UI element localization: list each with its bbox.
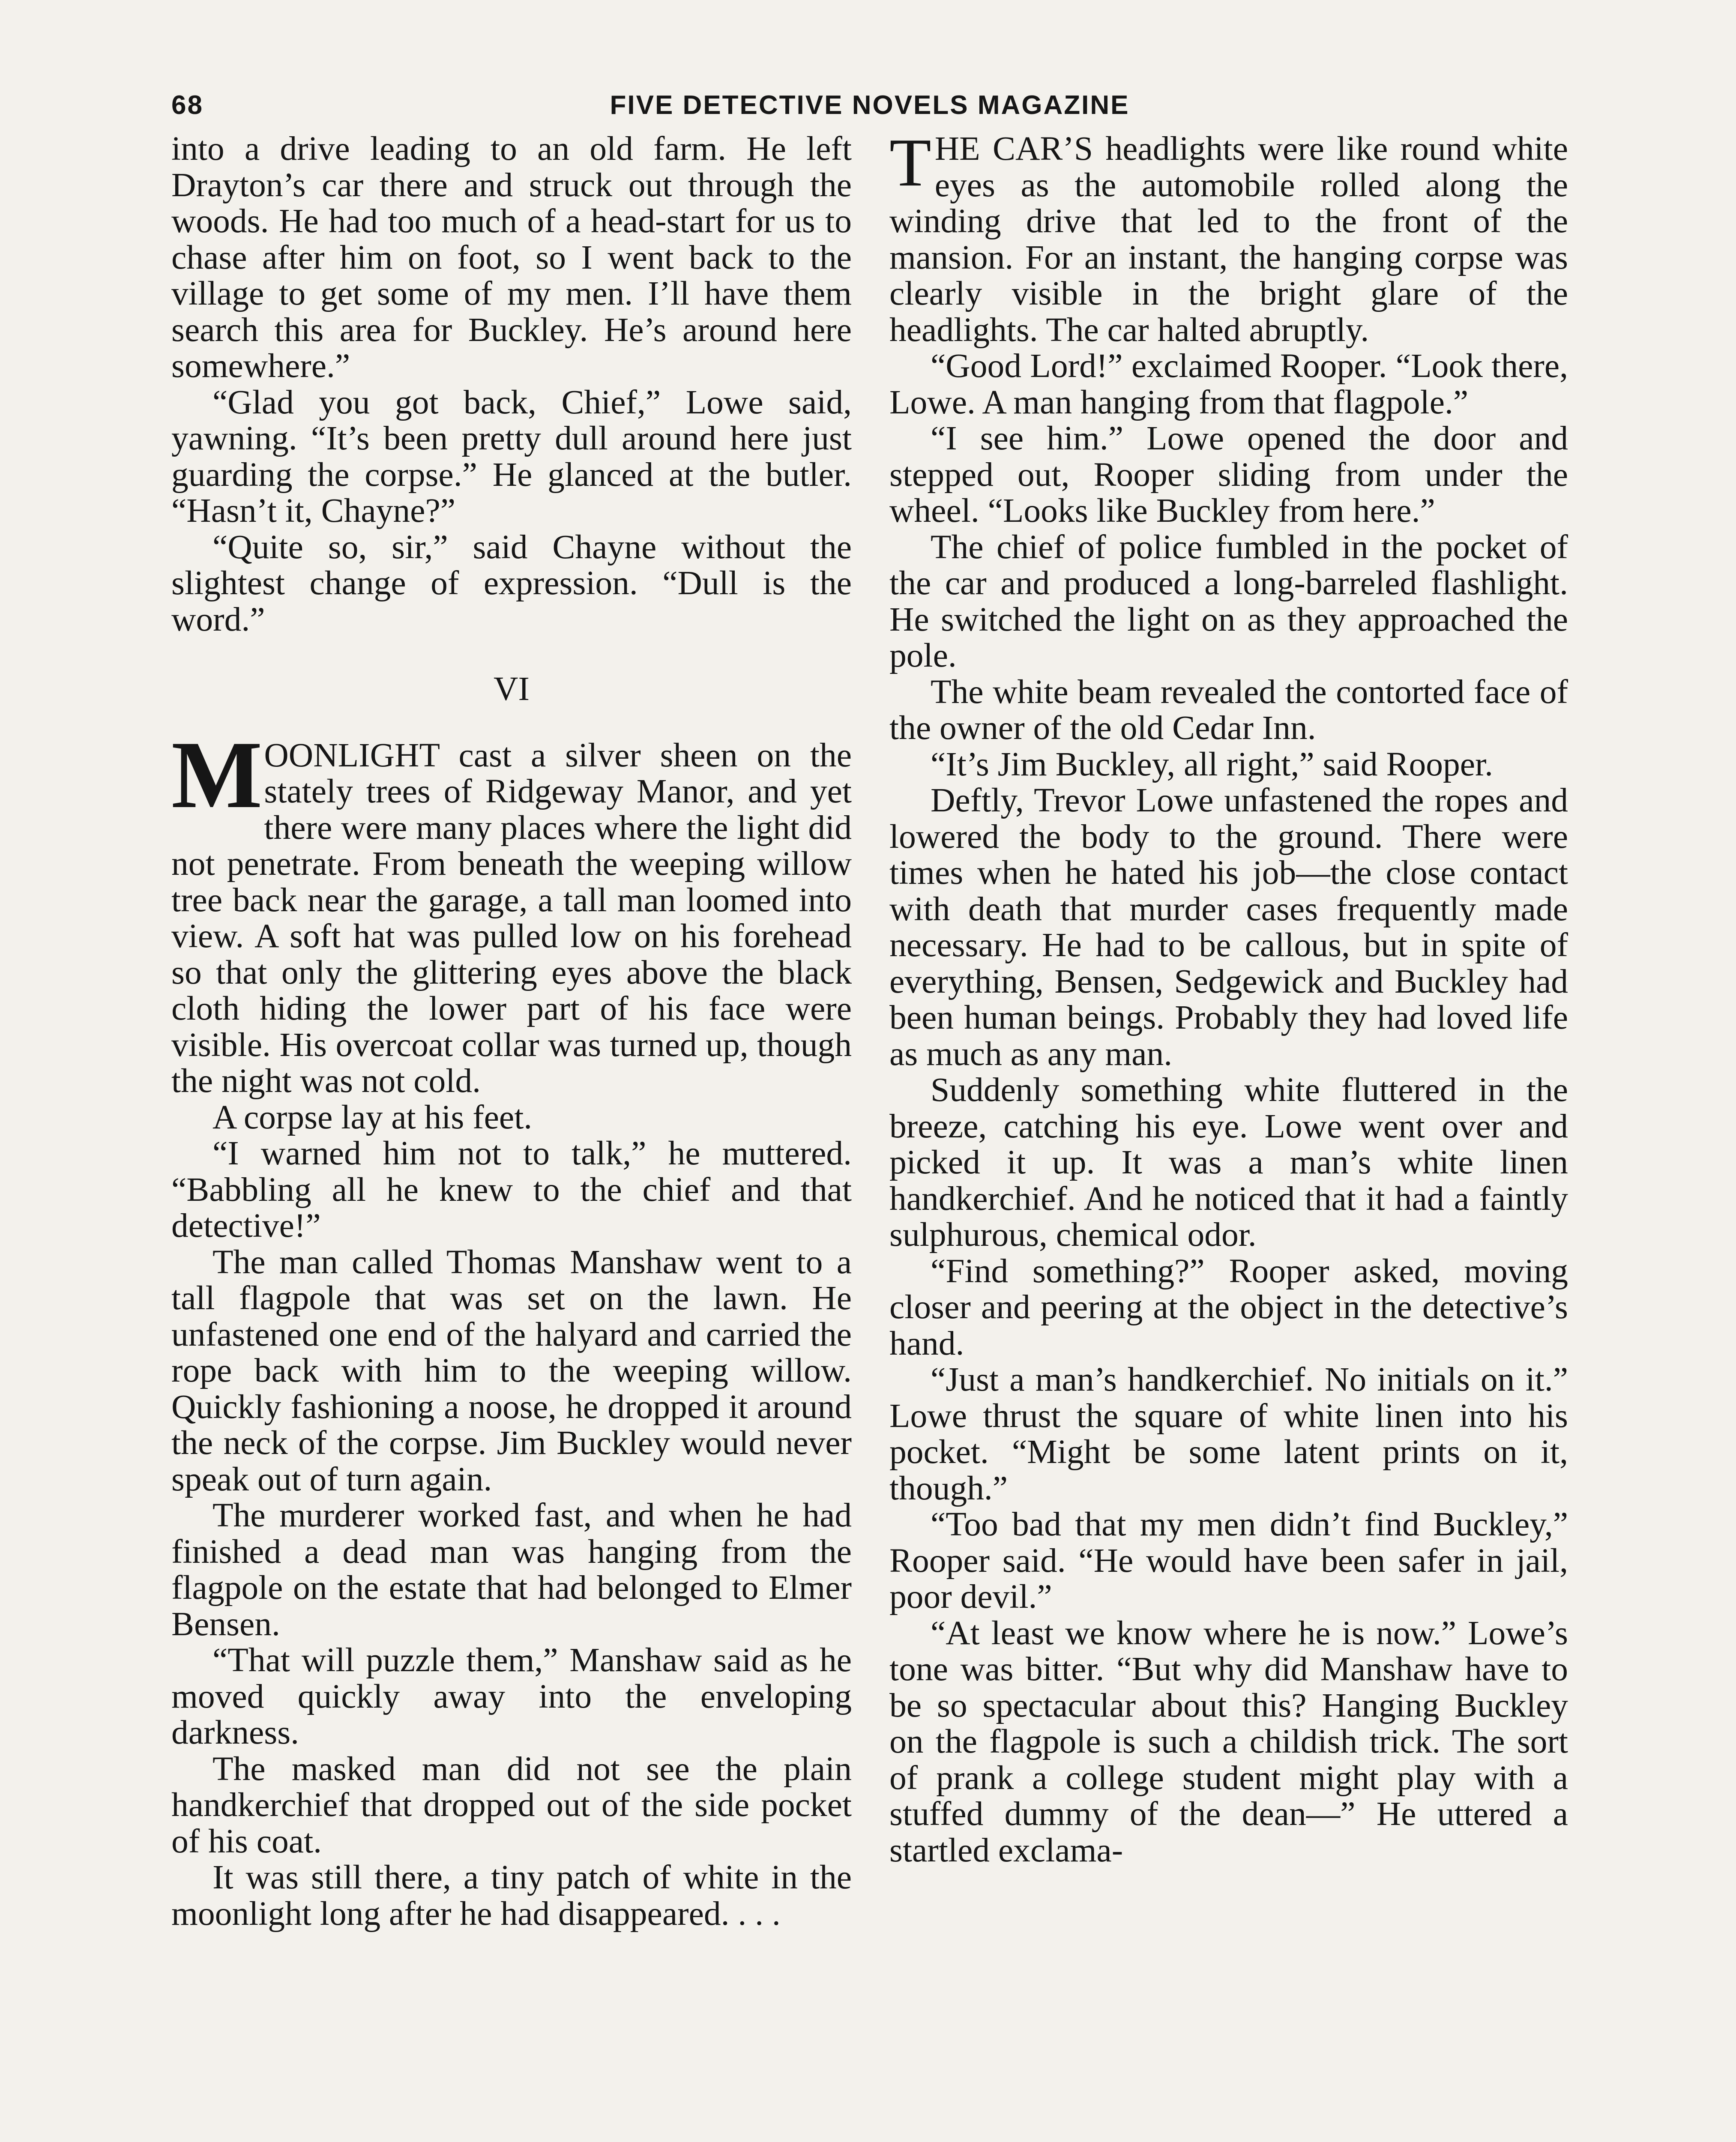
paragraph: The white beam revealed the contorted face of the owner of the old Cedar Inn.: [889, 673, 1568, 747]
page-number: 68: [171, 90, 204, 120]
paragraph-with-dropcap: [171, 721, 852, 1100]
paragraph-text: OONLIGHT cast a silver sheen on the stately trees of Ridgeway Manor, and yet there were many places where the light did not penetrate. From beneath the weeping willow tree back near the garage, a tall man loomed into view. A soft hat was pulled low on his forehead so that only the glittering eyes above the black cloth hiding the lower part of his face were visible. His overcoat collar was turned up, though the night was not cold.: [171, 736, 852, 1100]
paragraph: “Too bad that my men didn’t find Buckley,” Rooper said. “He would have been safer in jail, poor devil.”: [889, 1505, 1568, 1615]
paragraph: “I see him.” Lowe opened the door and stepped out, Rooper sliding from under the wheel. “Looks like Buckley from here.”: [889, 419, 1568, 530]
paragraph: “That will puzzle them,” Manshaw said as he moved quickly away into the enveloping darkness.: [171, 1641, 852, 1751]
chapter-number: VI: [494, 670, 530, 708]
page-header: [171, 86, 1568, 129]
right-column: [889, 124, 1568, 1869]
drop-cap: T: [889, 124, 931, 200]
paragraph: “I warned him not to talk,” he muttered. “Babbling all he knew to the chief and that detective!”: [171, 1134, 852, 1245]
paragraph: “Find something?” Rooper asked, moving closer and peering at the object in the detective’s hand.: [889, 1252, 1568, 1362]
paragraph: Deftly, Trevor Lowe unfastened the ropes and lowered the body to the ground. There were times when he hated his job—the close contact with death that murder cases frequently made necessary. He had to be callous, but in spite of everything, Bensen, Sedgewick and Buckley had been human beings. Probably they had loved life as much as any man.: [889, 781, 1568, 1073]
paragraph: The man called Thomas Manshaw went to a tall flagpole that was set on the lawn. He unfastened one end of the halyard and carried the rope back with him to the weeping willow. Quickly fashioning a noose, he dropped it around the neck of the corpse. Jim Buckley would never speak out of turn again.: [171, 1243, 852, 1498]
paragraph: “Just a man’s handkerchief. No initials on it.” Lowe thrust the square of white linen into his pocket. “Might be some latent prints on it, though.”: [889, 1361, 1568, 1507]
paragraph: “It’s Jim Buckley, all right,” said Rooper.: [931, 745, 1493, 783]
paragraph: “Good Lord!” exclaimed Rooper. “Look there, Lowe. A man hanging from that flagpole.”: [889, 347, 1568, 421]
paragraph: The murderer worked fast, and when he had finished a dead man was hanging from the flagpole on the estate that had belonged to Elmer Bensen.: [171, 1496, 852, 1643]
paragraph: “Quite so, sir,” said Chayne without the slightest change of expression. “Dull is the word.”: [171, 528, 852, 638]
paragraph: “At least we know where he is now.” Lowe’s tone was bitter. “But why did Manshaw have to be so spectacular about this? Hanging Buckley on the flagpole is such a childish trick. The sort of prank a college student might play with a stuffed dummy of the dean—” He uttered a startled exclama-: [889, 1614, 1568, 1869]
paragraph-with-dropcap: [889, 124, 1568, 349]
paragraph: “Glad you got back, Chief,” Lowe said, yawning. “It’s been pretty dull around here just guarding the corpse.” He glanced at the butler. “Hasn’t it, Chayne?”: [171, 383, 852, 530]
paragraph: A corpse lay at his feet.: [213, 1098, 533, 1136]
paragraph-text: HE CAR’S headlights were like round white eyes as the automobile rolled along the winding drive that led to the front of the mansion. For an instant, the hanging corpse was clearly visible in the bright glare of the headlights. The car halted abruptly.: [889, 130, 1568, 349]
left-column: [171, 131, 852, 1932]
drop-cap: M: [171, 721, 261, 828]
magazine-title: FIVE DETECTIVE NOVELS MAGAZINE: [610, 90, 1130, 120]
paragraph: It was still there, a tiny patch of white in the moonlight long after he had disappeared. . . .: [171, 1858, 852, 1933]
paragraph: The masked man did not see the plain handkerchief that dropped out of the side pocket of his coat.: [171, 1750, 852, 1860]
paragraph: The chief of police fumbled in the pocket of the car and produced a long-barreled flashlight. He switched the light on as they approached the pole.: [889, 528, 1568, 674]
paragraph: Suddenly something white fluttered in the breeze, catching his eye. Lowe went over and picked it up. It was a man’s white linen handkerchief. And he noticed that it had a faintly sulphurous, chemical odor.: [889, 1071, 1568, 1253]
paragraph: into a drive leading to an old farm. He left Drayton’s car there and struck out through the woods. He had too much of a head-start for us to chase after him on foot, so I went back to the village to get some of my men. I’ll have them search this area for Buckley. He’s around here somewhere.”: [171, 130, 852, 385]
